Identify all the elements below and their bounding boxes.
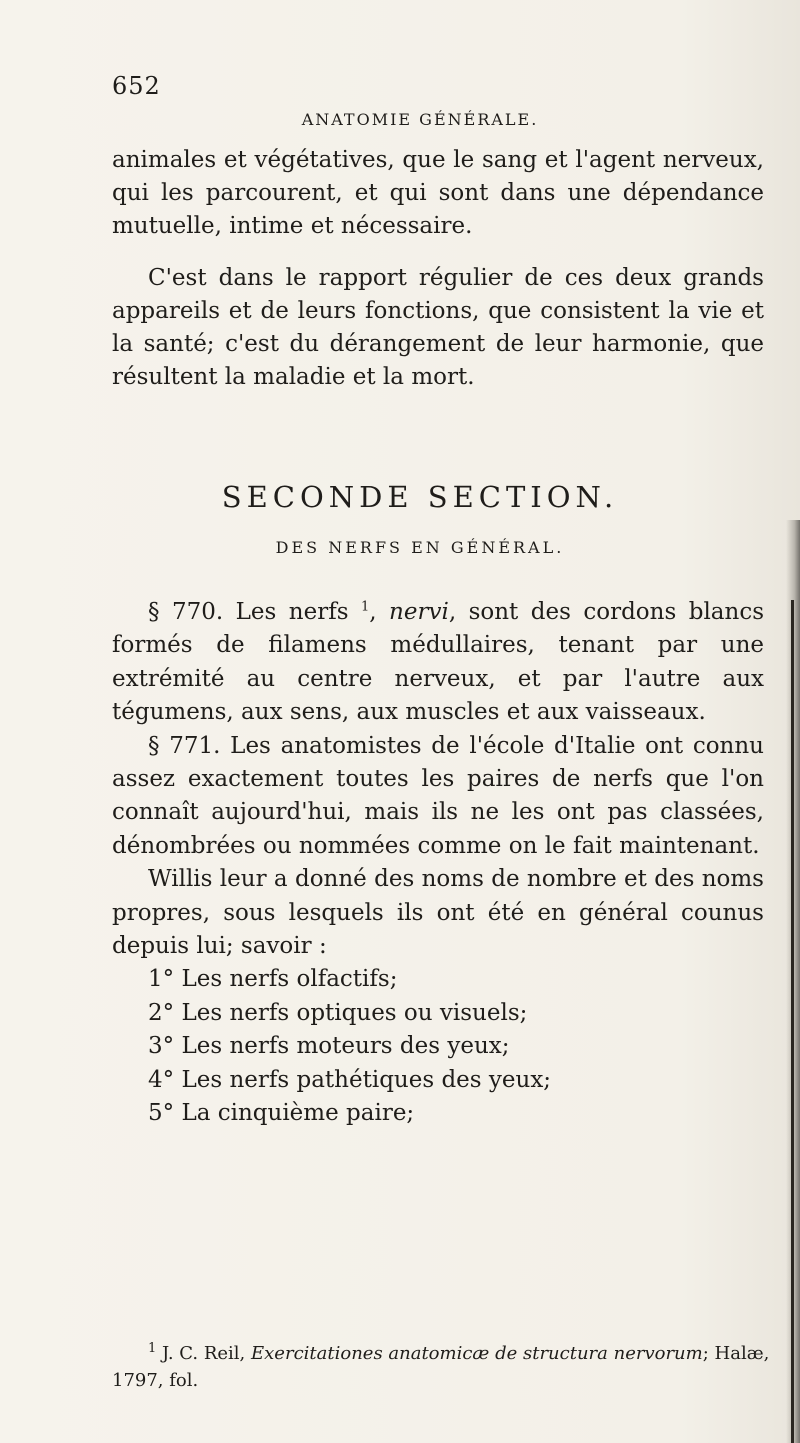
footnote-mark: 1: [148, 1341, 157, 1356]
page-edge-line: [791, 600, 794, 1443]
running-head: ANATOMIE GÉNÉRALE.: [301, 110, 539, 129]
intro-text-1: animales et végétatives, que le sang et l'agent nerveux, qui les parcourent, et qui sont dans une dépendance mutuelle, intime et nécessaire.: [112, 147, 764, 239]
list-item: 3° Les nerfs moteurs des yeux;: [148, 1033, 510, 1060]
p770-lead: § 770. Les nerfs: [148, 599, 349, 625]
page-number: 652: [112, 72, 161, 100]
footnote: [112, 1340, 772, 1394]
list-item: 4° Les nerfs pathétiques des yeux;: [148, 1066, 552, 1093]
body-text: [112, 596, 764, 1131]
list-item: 5° La cinquième paire;: [148, 1100, 415, 1127]
footnote-rest: ; Halæ, 1797, fol.: [112, 1343, 770, 1391]
list-item: 2° Les nerfs optiques ou visuels;: [148, 999, 528, 1026]
paragraph-willis: Willis leur a donné des noms de nombre et des noms propres, sous lesquels ils ont été en général counus depuis lui; savoir :: [112, 866, 764, 960]
intro-paragraph-1: [112, 144, 764, 243]
paragraph-770: [112, 596, 764, 730]
intro-paragraph-2: [112, 262, 764, 394]
intro-text-2: C'est dans le rapport régulier de ces deux grands appareils et de leurs fonctions, que consistent la vie et la santé; c'est du dérangement de leur harmonie, que résultent la maladie et la mort.: [112, 265, 764, 390]
footnote-author: J. C. Reil,: [156, 1343, 252, 1364]
paragraph-771: § 771. Les anatomistes de l'école d'Italie ont connu assez exactement toutes les paires de nerfs que l'on connaît aujourd'hui, mais ils ne les ont pas classées, dénombrées ou nommées comme on le fait maintenant.: [112, 732, 764, 859]
p770-sep: ,: [369, 599, 390, 625]
section-title: SECONDE SECTION.: [221, 480, 619, 514]
list-item: 1° Les nerfs olfactifs;: [148, 966, 398, 993]
footnote-title: Exercitationes anatomicæ de structura nervorum: [251, 1343, 703, 1364]
footnote-reference[interactable]: 1: [360, 599, 370, 615]
latin-term: nervi: [389, 599, 449, 625]
p770-rest: , sont des cordons blancs formés de filamens médullaires, tenant par une extrémité au centre nerveux, et par l'autre aux tégumens, aux sens, aux muscles et aux vaisseaux.: [112, 599, 765, 726]
section-subtitle: DES NERFS EN GÉNÉRAL.: [275, 538, 565, 557]
